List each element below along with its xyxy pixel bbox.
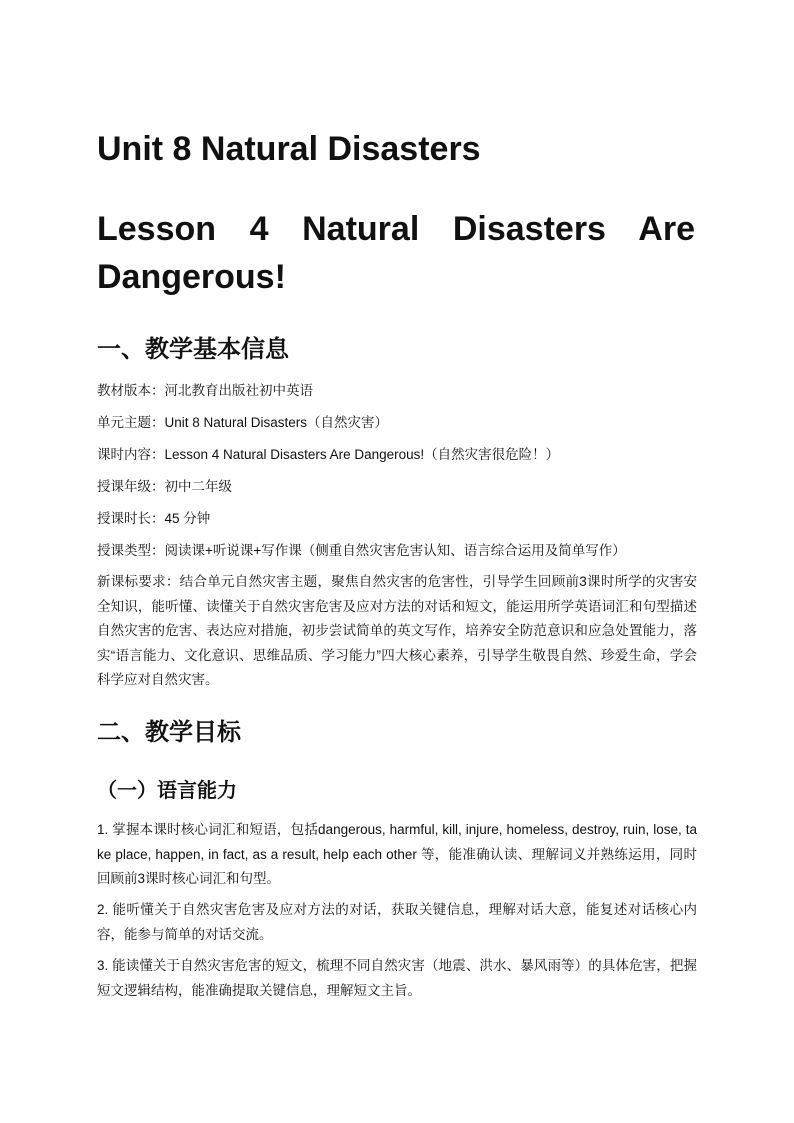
objective-item-2: 2. 能听懂关于自然灾害危害及应对方法的对话，获取关键信息，理解对话大意，能复述对话核心内容，能参与简单的对话交流。	[97, 902, 697, 942]
info-unit-theme: 单元主题：Unit 8 Natural Disasters（自然灾害）	[97, 415, 389, 430]
objective-item-3: 3. 能读懂关于自然灾害危害的短文，梳理不同自然灾害（地震、洪水、暴风雨等）的具体危害，把握短文逻辑结构，能准确提取关键信息，理解短文主旨。	[97, 958, 697, 998]
info-duration: 授课时长：45 分钟	[97, 511, 211, 526]
objective-item-1: 1. 掌握本课时核心词汇和短语，包括dangerous, harmful, kill, injure, homeless, destroy, ruin, lose, take place, happen, in fact, as a result, help each other 等，能准确认读、理解词义并熟练运用，同时回顾前3课时核心词汇和句型。	[97, 822, 697, 886]
info-grade: 授课年级：初中二年级	[97, 479, 232, 494]
info-lesson-type: 授课类型：阅读课+听说课+写作课（侧重自然灾害危害认知、语言综合运用及简单写作）	[97, 543, 626, 558]
subheading-language-ability: （一）语言能力	[97, 780, 237, 802]
lesson-title: Lesson 4 Natural Disasters Are Dangerous!	[97, 210, 695, 296]
unit-title: Unit 8 Natural Disasters	[97, 130, 481, 168]
info-textbook: 教材版本：河北教育出版社初中英语	[97, 383, 313, 398]
section-heading-objectives: 二、教学目标	[97, 719, 241, 746]
curriculum-standard-paragraph: 新课标要求：结合单元自然灾害主题，聚焦自然灾害的危害性，引导学生回顾前3课时所学的灾害安全知识，能听懂、读懂关于自然灾害危害及应对方法的对话和短文，能运用所学英语词汇和句型描述自然灾害的危害、表达应对措施，初步尝试简单的英文写作，培养安全防范意识和应急处置能力，落实“语言能力、文化意识、思维品质、学习能力”四大核心素养，引导学生敬畏自然、珍爱生命，学会科学应对自然灾害。	[97, 574, 697, 687]
info-lesson-content: 课时内容：Lesson 4 Natural Disasters Are Dangerous!（自然灾害很危险！）	[97, 447, 560, 462]
section-heading-basic-info: 一、教学基本信息	[97, 336, 289, 363]
